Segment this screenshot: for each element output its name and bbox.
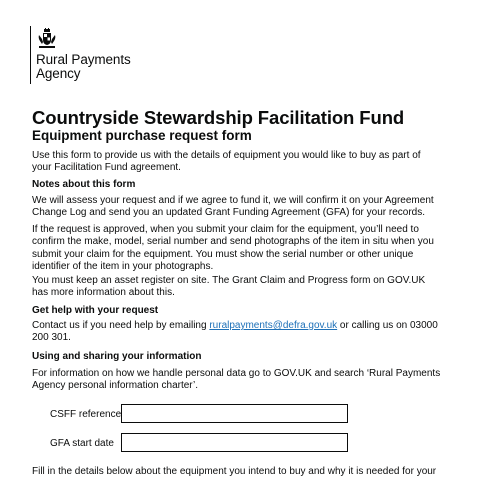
notes-paragraph-3: You must keep an asset register on site. The Grant Claim and Progress form on GOV.UK has more information about this. (32, 275, 426, 299)
notes-heading: Notes about this form (32, 179, 136, 190)
gfa-start-date-field[interactable] (121, 433, 348, 452)
logo-rule (30, 26, 31, 84)
logo-line-2: Agency (36, 66, 81, 81)
help-paragraph (32, 320, 442, 345)
gfa-start-date-label: GFA start date (50, 438, 114, 449)
csff-reference-label: CSFF reference (50, 409, 122, 420)
equipment-instructions: Fill in the details below about the equipment you intend to buy and why it is needed for your (32, 466, 437, 477)
help-heading: Get help with your request (32, 305, 159, 316)
page-title: Countryside Stewardship Facilitation Fund (32, 107, 405, 128)
royal-crest-icon (36, 28, 58, 50)
logo-line-1: Rural Payments (36, 52, 131, 67)
sharing-heading: Using and sharing your information (32, 351, 202, 362)
notes-paragraph-1: We will assess your request and if we agree to fund it, we will confirm it on your Agreement Change Log and send you an updated Grant Funding Agreement (GFA) for your records. (32, 195, 434, 219)
help-text-before: Contact us if you need help by emailing (32, 320, 210, 331)
help-text-after: or calling us on 03000 200 301. (32, 320, 438, 344)
sharing-paragraph: For information on how we handle personal data go to GOV.UK and search ‘Rural Payments Agency personal information charter’. (32, 368, 441, 392)
intro-paragraph: Use this form to provide us with the details of equipment you would like to buy as part of your Facilitation Fund agreement. (32, 150, 421, 174)
email-link[interactable]: ruralpayments@defra.gov.uk (209, 320, 338, 331)
page-subtitle: Equipment purchase request form (32, 128, 252, 143)
agency-logo-text (36, 53, 131, 81)
notes-paragraph-2: If the request is approved, when you submit your claim for the equipment, you’ll need to confirm the make, model, serial number and send photographs of the item in situ when you submit your claim for the equipment. You must show the serial number or other unique identifier of the item in your photographs. (32, 224, 434, 273)
csff-reference-field[interactable] (121, 404, 348, 423)
